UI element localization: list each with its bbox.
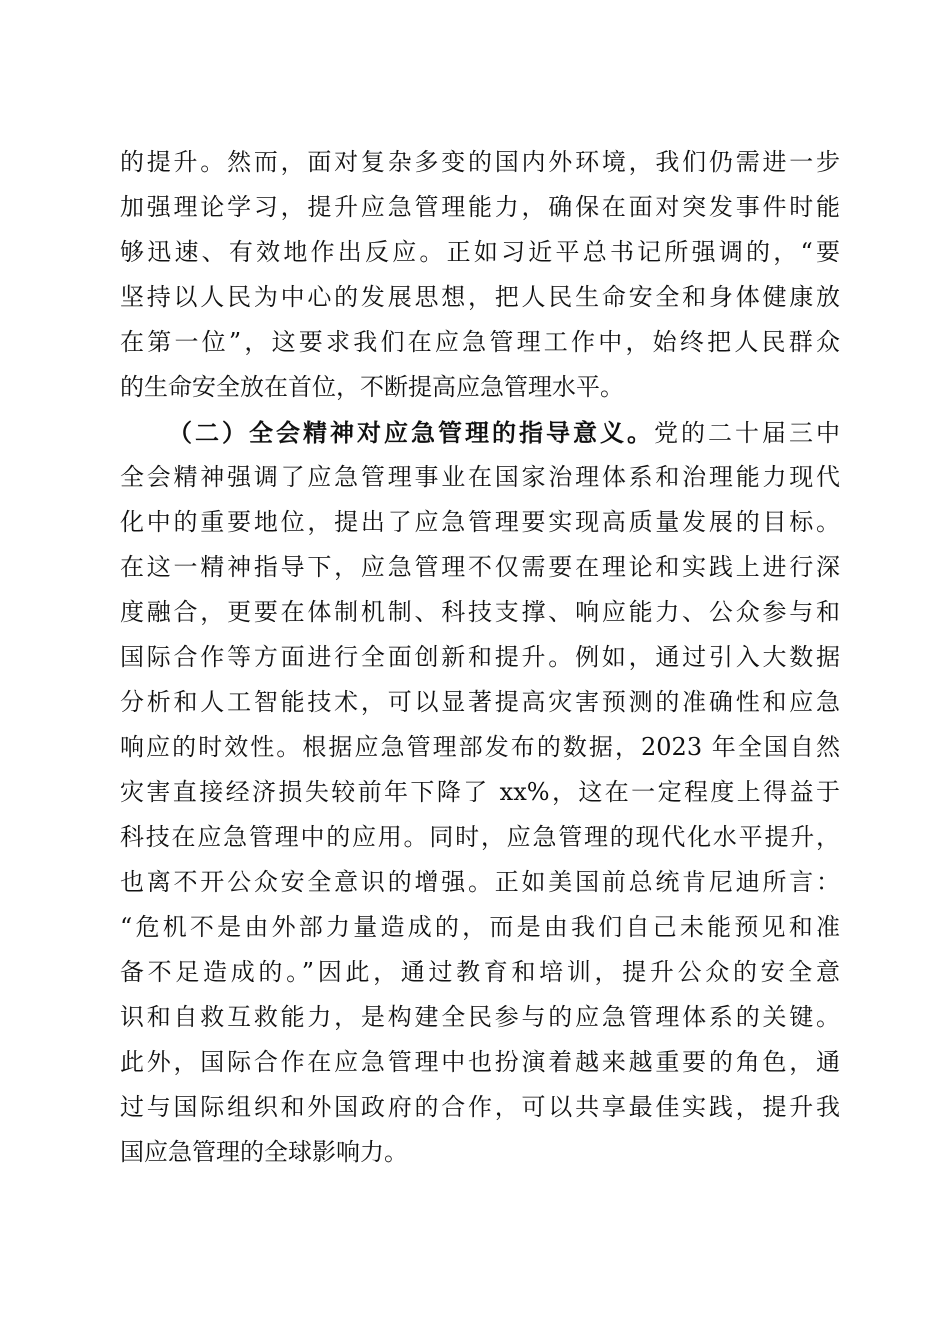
paragraph-line: 在第一位”，这要求我们在应急管理工作中，始终把人民群众 bbox=[120, 328, 840, 356]
section-heading: （二）全会精神对应急管理的指导意义。 bbox=[168, 418, 654, 447]
paragraph-line: 也离不开公众安全意识的增强。正如美国前总统肯尼迪所言： bbox=[120, 868, 840, 896]
paragraph-line: 的生命安全放在首位，不断提高应急管理水平。 bbox=[120, 373, 624, 401]
paragraph-2 bbox=[120, 410, 840, 1175]
paragraph-line: 坚持以人民为中心的发展思想，把人民生命安全和身体健康放 bbox=[120, 283, 840, 311]
paragraph-line: 国际合作等方面进行全面创新和提升。例如，通过引入大数据 bbox=[120, 643, 840, 671]
paragraph-line: 此外，国际合作在应急管理中也扮演着越来越重要的角色，通 bbox=[120, 1048, 840, 1076]
paragraph-line: 加强理论学习，提升应急管理能力，确保在面对突发事件时能 bbox=[120, 193, 840, 221]
paragraph-line: 分析和人工智能技术，可以显著提高灾害预测的准确性和应急 bbox=[120, 688, 840, 716]
paragraph-line: 的提升。然而，面对复杂多变的国内外环境，我们仍需进一步 bbox=[120, 148, 840, 176]
paragraph-line: 国应急管理的全球影响力。 bbox=[120, 1138, 408, 1166]
paragraph-line: 过与国际组织和外国政府的合作，可以共享最佳实践，提升我 bbox=[120, 1093, 840, 1121]
paragraph-line: 化中的重要地位，提出了应急管理要实现高质量发展的目标。 bbox=[120, 508, 840, 536]
paragraph-line: 够迅速、有效地作出反应。正如习近平总书记所强调的，“要 bbox=[120, 238, 840, 266]
paragraph-line: 响应的时效性。根据应急管理部发布的数据，2023 年全国自然 bbox=[120, 733, 840, 761]
paragraph-line: 在这一精神指导下，应急管理不仅需要在理论和实践上进行深 bbox=[120, 553, 840, 581]
paragraph-line: 全会精神强调了应急管理事业在国家治理体系和治理能力现代 bbox=[120, 463, 840, 491]
paragraph-line: 备不足造成的。”因此，通过教育和培训，提升公众的安全意 bbox=[120, 958, 840, 986]
paragraph-line: 科技在应急管理中的应用。同时，应急管理的现代化水平提升， bbox=[120, 823, 840, 851]
paragraph-line: 灾害直接经济损失较前年下降了 xx%，这在一定程度上得益于 bbox=[120, 778, 840, 806]
paragraph-line: 识和自救互救能力，是构建全民参与的应急管理体系的关键。 bbox=[120, 1003, 840, 1031]
paragraph-line: “危机不是由外部力量造成的，而是由我们自己未能预见和准 bbox=[120, 913, 840, 941]
paragraph-1 bbox=[120, 140, 840, 410]
paragraph-first-line bbox=[120, 410, 840, 455]
paragraph-line: 度融合，更要在体制机制、科技支撑、响应能力、公众参与和 bbox=[120, 598, 840, 626]
heading-continuation: 党的二十届三中 bbox=[654, 419, 840, 447]
